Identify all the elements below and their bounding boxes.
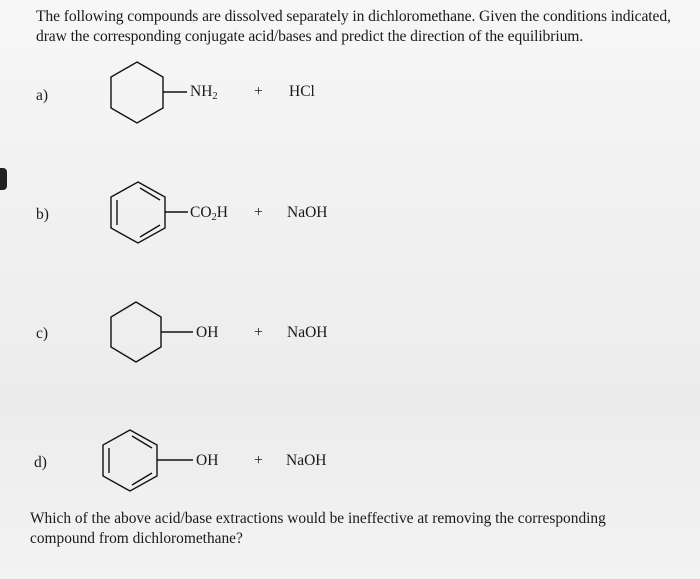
item-a-amine-group: $NH_2$ [190, 83, 218, 102]
item-d-plus: + [254, 452, 263, 469]
question-line-1: Which of the above acid/base extractions would be ineffective at removing the corresponding [30, 510, 606, 527]
item-d-reagent: NaOH [286, 452, 327, 469]
question-text [30, 509, 680, 549]
item-b-label: b) [36, 206, 49, 223]
item-c-plus: + [254, 324, 263, 341]
item-b-reagent: NaOH [287, 204, 328, 221]
question-line-2: compound from dichloromethane? [30, 530, 243, 547]
item-c-reagent: NaOH [287, 324, 328, 341]
item-c-hydroxyl-group: OH [196, 324, 219, 341]
item-c-label: c) [36, 325, 49, 342]
item-a-reagent: HCl [289, 83, 315, 100]
item-d-label: d) [34, 454, 47, 471]
item-a-plus: + [254, 83, 263, 100]
item-b-carboxyl-group: $CO_2H$ [190, 204, 228, 223]
instructions-line-2: draw the corresponding conjugate acid/bases and predict the direction of the equilibrium. [36, 28, 584, 45]
item-d-hydroxyl-group: OH [196, 452, 219, 469]
item-a-label: a) [36, 87, 49, 104]
item-b-plus: + [254, 204, 263, 221]
instructions-line-1: The following compounds are dissolved separately in dichloromethane. Given the conditions indicated, [36, 8, 671, 25]
